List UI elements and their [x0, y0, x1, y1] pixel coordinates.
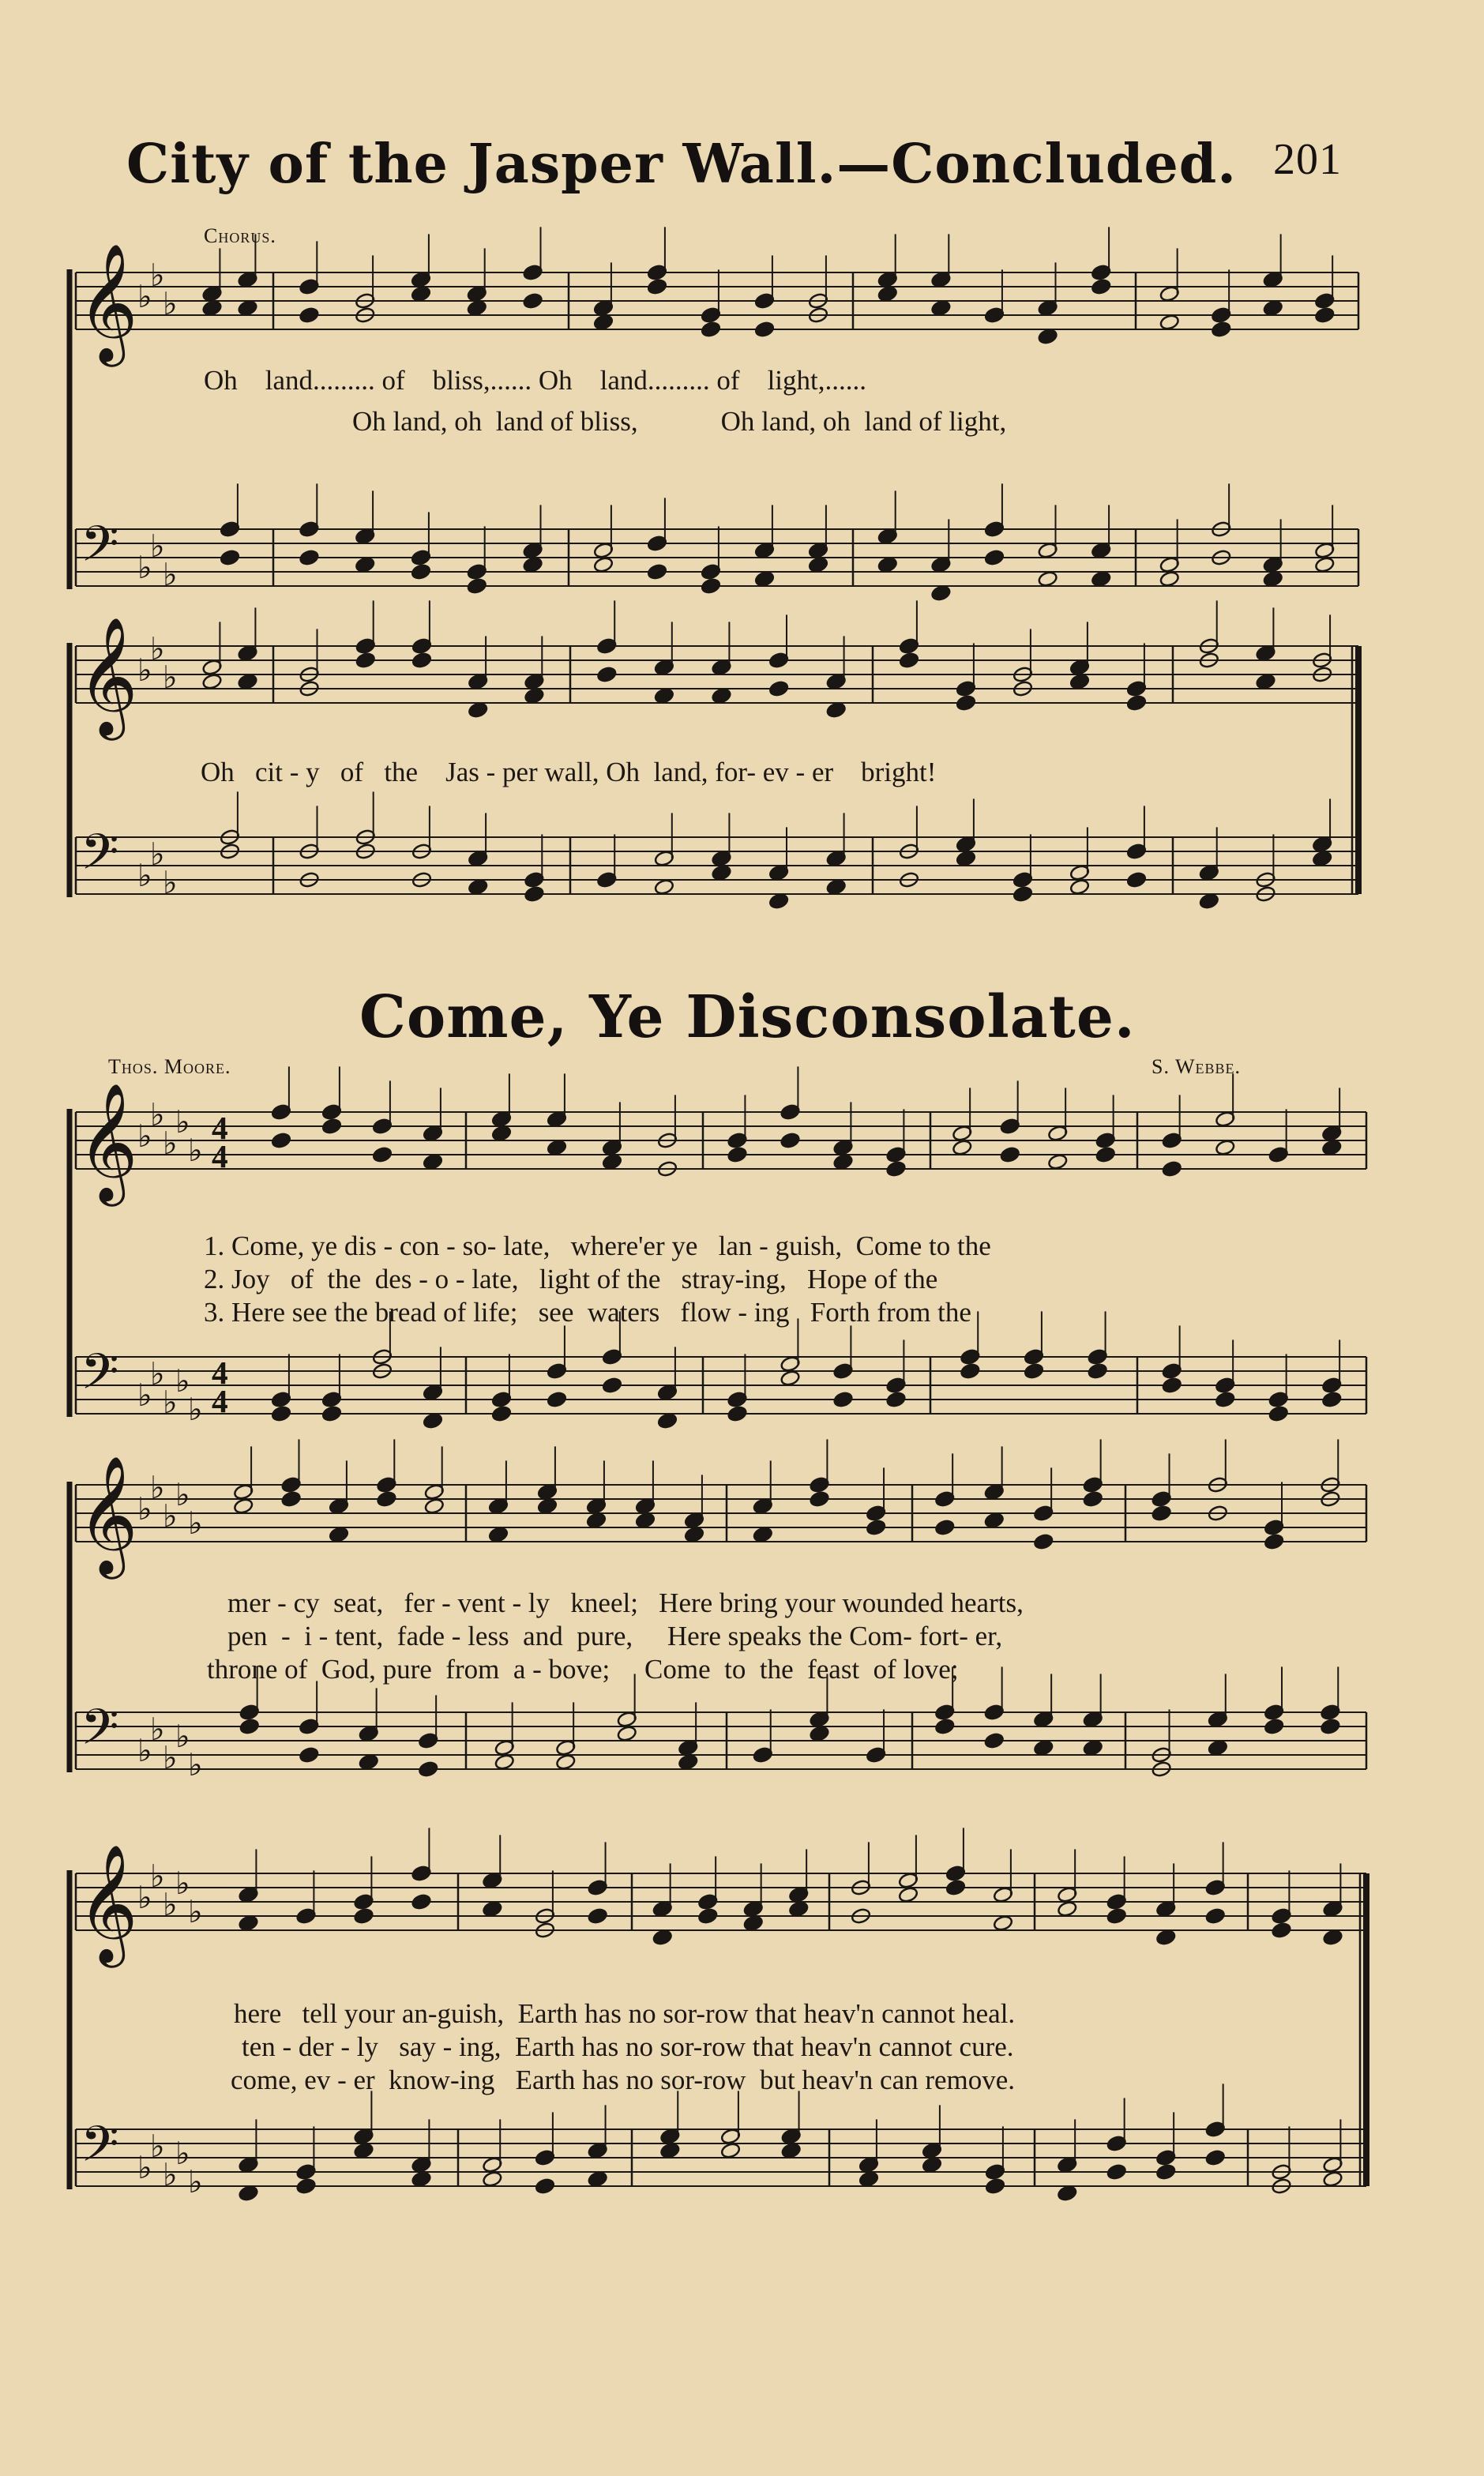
bass-note — [1091, 570, 1111, 588]
bass-note — [238, 2185, 258, 2202]
composer-credit: S. Webbe. — [1152, 1055, 1242, 1078]
bass-note — [321, 1405, 342, 1422]
treble-note — [743, 1914, 764, 1932]
treble-note — [1322, 1929, 1343, 1946]
treble-note — [877, 285, 898, 302]
verse-a-3: 3. Here see the bread of life; see waters flow - ing Forth from the — [204, 1297, 971, 1328]
jasper-lyric-line-1: Oh land......... of bliss,...... Oh land......... of light,...... — [204, 365, 866, 396]
treble-note — [201, 673, 222, 690]
bass-note — [535, 2177, 555, 2195]
bass-note — [411, 2170, 431, 2188]
treble-note — [596, 666, 617, 683]
key-signature-flat: ♭ — [137, 1733, 152, 1769]
treble-note — [753, 1526, 773, 1543]
bass-clef: 𝄢 — [81, 1343, 119, 1412]
treble-note — [1271, 1922, 1291, 1939]
treble-note — [468, 701, 488, 719]
treble-note — [376, 1490, 396, 1508]
treble-note — [1215, 1139, 1235, 1156]
bass-note — [984, 1732, 1005, 1749]
treble-clef: 𝄞 — [77, 1843, 138, 1963]
key-signature-flat: ♭ — [163, 1498, 178, 1535]
treble-note — [602, 1153, 622, 1170]
key-signature-flat: ♭ — [188, 1747, 203, 1783]
key-signature-flat: ♭ — [137, 1491, 152, 1527]
key-signature-flat: ♭ — [137, 652, 152, 689]
treble-note — [1083, 1490, 1103, 1508]
treble-note — [727, 1146, 747, 1163]
treble-note — [1152, 1505, 1172, 1522]
treble-note — [482, 1900, 502, 1918]
bass-note — [934, 1718, 955, 1735]
bass-note — [832, 1391, 853, 1408]
bass-note — [299, 549, 319, 566]
treble-note — [885, 1160, 906, 1178]
bass-note — [930, 584, 951, 602]
bass-note — [960, 1362, 980, 1380]
key-signature-flat: ♭ — [137, 1377, 152, 1414]
bass-note — [353, 2142, 374, 2159]
chorus-label: Chorus. — [204, 224, 276, 247]
key-signature-flat: ♭ — [175, 1719, 190, 1755]
time-signature: 4 — [212, 1138, 228, 1174]
treble-note — [1264, 1533, 1284, 1550]
time-signature: 4 — [212, 1354, 228, 1391]
bass-note — [1199, 892, 1219, 910]
treble-note — [411, 652, 432, 669]
bass-clef: 𝄢 — [81, 823, 119, 892]
key-signature-flat: ♭ — [188, 1894, 203, 1930]
bass-note — [657, 1412, 678, 1430]
treble-note — [201, 299, 222, 317]
key-signature-flat: ♭ — [150, 1858, 165, 1895]
key-signature-flat: ♭ — [175, 1363, 190, 1400]
treble-note — [1047, 1153, 1068, 1170]
key-signature-flat: ♭ — [150, 1711, 165, 1748]
key-signature-flat: ♭ — [163, 1385, 178, 1421]
bass-note — [1322, 2170, 1343, 2188]
treble-note — [299, 306, 319, 324]
bass-note — [1013, 885, 1033, 903]
key-signature-flat: ♭ — [163, 659, 178, 696]
treble-note — [423, 1153, 443, 1170]
bass-note — [826, 878, 847, 896]
key-signature-flat: ♭ — [150, 1356, 165, 1392]
treble-note — [1033, 1533, 1054, 1550]
bass-note — [271, 1405, 291, 1422]
bass-note — [1038, 570, 1058, 588]
key-signature-flat: ♭ — [188, 1133, 203, 1169]
treble-note — [993, 1914, 1013, 1932]
bass-clef: 𝄢 — [81, 1698, 119, 1768]
treble-note — [899, 652, 919, 669]
bass-note — [956, 850, 976, 867]
treble-note — [523, 292, 543, 310]
key-signature-flat: ♭ — [175, 2136, 190, 2172]
bass-note — [494, 1753, 515, 1771]
key-signature-flat: ♭ — [137, 1880, 152, 1916]
treble-note — [1038, 328, 1058, 345]
bass-note — [1208, 1739, 1228, 1756]
bass-note — [678, 1753, 698, 1771]
verse-c-1: here tell your an-guish, Earth has no sor-row that heav'n cannot heal. — [234, 1998, 1016, 2029]
treble-note — [930, 299, 951, 317]
bass-clef: 𝄢 — [81, 515, 119, 584]
treble-note — [1255, 673, 1275, 690]
treble-note — [934, 1519, 955, 1536]
bass-note — [1024, 1362, 1044, 1380]
bass-note — [1057, 2185, 1077, 2202]
bass-note — [727, 1405, 747, 1422]
time-signature: 4 — [212, 1110, 228, 1146]
treble-note — [1162, 1160, 1182, 1178]
bass-note — [877, 556, 898, 573]
key-signature-flat: ♭ — [150, 528, 165, 565]
bass-note — [602, 1377, 622, 1394]
bass-note — [654, 878, 674, 896]
bass-note — [1312, 850, 1332, 867]
treble-note — [768, 680, 789, 697]
bass-note — [1106, 2163, 1127, 2181]
bass-note — [418, 1760, 438, 1778]
treble-note — [788, 1900, 809, 1918]
key-signature-flat: ♭ — [150, 2128, 165, 2165]
treble-note — [952, 1139, 972, 1156]
treble-note — [329, 1526, 349, 1543]
treble-clef: 𝄞 — [77, 1082, 138, 1201]
key-signature-flat: ♭ — [150, 836, 165, 873]
bass-note — [468, 878, 488, 896]
verse-c-3: come, ev - er know-ing Earth has no sor-row but heav'n can remove. — [231, 2065, 1016, 2095]
treble-note — [1263, 299, 1283, 317]
bass-note — [588, 2170, 608, 2188]
verse-a-1: 1. Come, ye dis - con - so- late, where'er ye lan - guish, Come to the — [204, 1230, 991, 1261]
jasper-lyric-line-3: Oh cit - y of the Jas - per wall, Oh land, for- ev - er bright! — [201, 757, 937, 787]
treble-note — [635, 1512, 656, 1529]
treble-note — [956, 694, 976, 712]
page-number: 201 — [1273, 135, 1342, 184]
key-signature-flat: ♭ — [163, 1887, 178, 1923]
treble-note — [684, 1526, 704, 1543]
bass-note — [555, 1753, 576, 1771]
treble-note — [832, 1153, 853, 1170]
treble-note — [754, 321, 775, 338]
bass-note — [780, 1370, 800, 1387]
bass-note — [885, 1391, 906, 1408]
bass-note — [359, 1753, 379, 1771]
key-signature-flat: ♭ — [163, 865, 178, 901]
treble-note — [697, 1907, 718, 1925]
verse-b-2: pen - i - tent, fade - less and pure, Here speaks the Com- fort- er, — [227, 1621, 1003, 1651]
key-signature-flat: ♭ — [150, 631, 165, 667]
bass-note — [491, 1405, 512, 1422]
treble-note — [491, 1125, 512, 1142]
treble-note — [593, 314, 614, 331]
key-signature-flat: ♭ — [175, 1104, 190, 1140]
treble-note — [411, 285, 431, 302]
bass-note — [617, 1725, 637, 1742]
bass-note — [858, 2170, 879, 2188]
bass-note — [659, 2142, 680, 2159]
bass-note — [467, 577, 487, 595]
treble-note — [652, 1929, 673, 1946]
key-signature-flat: ♭ — [163, 557, 178, 593]
treble-note — [537, 1497, 558, 1515]
key-signature-flat: ♭ — [137, 279, 152, 315]
treble-note — [321, 1118, 342, 1135]
bass-note — [1033, 1739, 1054, 1756]
key-signature-flat: ♭ — [137, 1118, 152, 1155]
treble-note — [866, 1519, 886, 1536]
key-signature-flat: ♭ — [163, 2157, 178, 2193]
bass-note — [523, 556, 543, 573]
treble-note — [586, 1512, 607, 1529]
bass-note — [547, 1391, 567, 1408]
bass-note — [1320, 1718, 1340, 1735]
bass-note — [355, 556, 375, 573]
key-signature-flat: ♭ — [188, 1505, 203, 1542]
key-signature-flat: ♭ — [150, 1470, 165, 1506]
verse-b-1: mer - cy seat, fer - vent - ly kneel; Here bring your wounded hearts, — [227, 1587, 1024, 1618]
bass-note — [922, 2156, 942, 2174]
key-signature-flat: ♭ — [188, 2164, 203, 2200]
treble-note — [945, 1879, 966, 1896]
verse-b-3: throne of God, pure from a - bove; Come to the feast of love; — [207, 1654, 959, 1685]
treble-note — [826, 701, 847, 719]
treble-note — [524, 687, 544, 704]
bass-note — [1321, 1391, 1342, 1408]
bass-note — [754, 570, 775, 588]
key-signature-flat: ♭ — [175, 1865, 190, 1902]
treble-note — [411, 1893, 431, 1911]
bass-note — [1205, 2149, 1226, 2166]
bass-note — [1155, 2163, 1176, 2181]
key-signature-flat: ♭ — [163, 1740, 178, 1776]
treble-note — [424, 1497, 445, 1515]
key-signature-flat: ♭ — [163, 286, 178, 322]
bass-note — [1264, 1718, 1284, 1735]
key-signature-flat: ♭ — [137, 550, 152, 586]
treble-note — [647, 278, 667, 295]
treble-note — [353, 1907, 374, 1925]
bass-note — [711, 864, 731, 881]
time-signature: 4 — [212, 1383, 228, 1419]
treble-note — [1091, 278, 1111, 295]
key-signature-flat: ♭ — [175, 1477, 190, 1513]
bass-note — [1314, 556, 1335, 573]
key-signature-flat: ♭ — [150, 257, 165, 294]
treble-note — [1095, 1146, 1116, 1163]
bass-note — [1268, 1405, 1289, 1422]
bass-note — [720, 2142, 741, 2159]
verse-a-2: 2. Joy of the des - o - late, light of the stray-ing, Hope of the — [204, 1264, 938, 1294]
bass-note — [647, 563, 667, 580]
treble-note — [1057, 1900, 1077, 1918]
bass-note — [1083, 1739, 1103, 1756]
bass-note — [1159, 570, 1180, 588]
treble-note — [1000, 1146, 1020, 1163]
bass-note — [1215, 1391, 1235, 1408]
key-signature-flat: ♭ — [163, 1125, 178, 1162]
key-signature-flat: ♭ — [150, 1097, 165, 1133]
treble-note — [237, 299, 257, 317]
key-signature-flat: ♭ — [137, 858, 152, 894]
hymn-title: Come, Ye Disconsolate. — [359, 983, 1136, 1051]
bass-note — [1263, 570, 1283, 588]
bass-note — [295, 2177, 316, 2195]
treble-note — [711, 687, 731, 704]
jasper-lyric-line-2: Oh land, oh land of bliss, Oh land, oh land of light, — [352, 406, 1007, 437]
treble-clef: 𝄞 — [77, 242, 138, 362]
treble-note — [372, 1146, 393, 1163]
bass-note — [1126, 871, 1147, 889]
treble-note — [281, 1490, 302, 1508]
author-credit: Thos. Moore. — [108, 1055, 231, 1078]
bass-note — [524, 885, 544, 903]
treble-note — [271, 1132, 291, 1149]
treble-note — [233, 1497, 254, 1515]
treble-note — [355, 652, 376, 669]
bass-note — [239, 1718, 260, 1735]
treble-note — [488, 1526, 509, 1543]
bass-note — [701, 577, 721, 595]
treble-note — [238, 1914, 258, 1932]
bass-note — [768, 892, 789, 910]
treble-note — [237, 673, 257, 690]
treble-note — [1069, 673, 1090, 690]
treble-note — [1314, 306, 1335, 324]
treble-note — [654, 687, 674, 704]
header-title: City of the Jasper Wall.—Concluded. — [126, 133, 1237, 196]
verse-c-2: ten - der - ly say - ing, Earth has no sor-row that heav'n cannot cure. — [242, 2031, 1014, 2062]
treble-note — [898, 1886, 919, 1903]
treble-note — [1159, 314, 1180, 331]
bass-note — [985, 2177, 1005, 2195]
treble-note — [1321, 1139, 1342, 1156]
bass-note — [808, 556, 828, 573]
treble-clef: 𝄞 — [77, 616, 138, 735]
treble-clef: 𝄞 — [77, 1455, 138, 1574]
treble-note — [1155, 1929, 1176, 1946]
key-signature-flat: ♭ — [137, 2150, 152, 2186]
bass-note — [1088, 1362, 1108, 1380]
treble-note — [1106, 1907, 1127, 1925]
bass-note — [411, 563, 431, 580]
bass-note — [809, 1725, 829, 1742]
treble-note — [701, 321, 721, 338]
bass-note — [299, 1746, 319, 1764]
bass-note — [781, 2142, 802, 2159]
bass-clef: 𝄢 — [81, 2115, 119, 2185]
bass-note — [593, 556, 614, 573]
treble-note — [1205, 1907, 1226, 1925]
treble-note — [780, 1132, 800, 1149]
treble-note — [1126, 694, 1147, 712]
treble-note — [588, 1907, 608, 1925]
key-signature-flat: ♭ — [188, 1392, 203, 1428]
treble-note — [547, 1139, 567, 1156]
bass-note — [482, 2170, 502, 2188]
treble-note — [809, 1490, 829, 1508]
treble-note — [467, 299, 487, 317]
bass-note — [984, 549, 1005, 566]
bass-note — [423, 1412, 443, 1430]
treble-note — [1211, 321, 1231, 338]
bass-note — [220, 549, 240, 566]
treble-note — [984, 1512, 1005, 1529]
bass-note — [1069, 878, 1090, 896]
bass-note — [1162, 1377, 1182, 1394]
